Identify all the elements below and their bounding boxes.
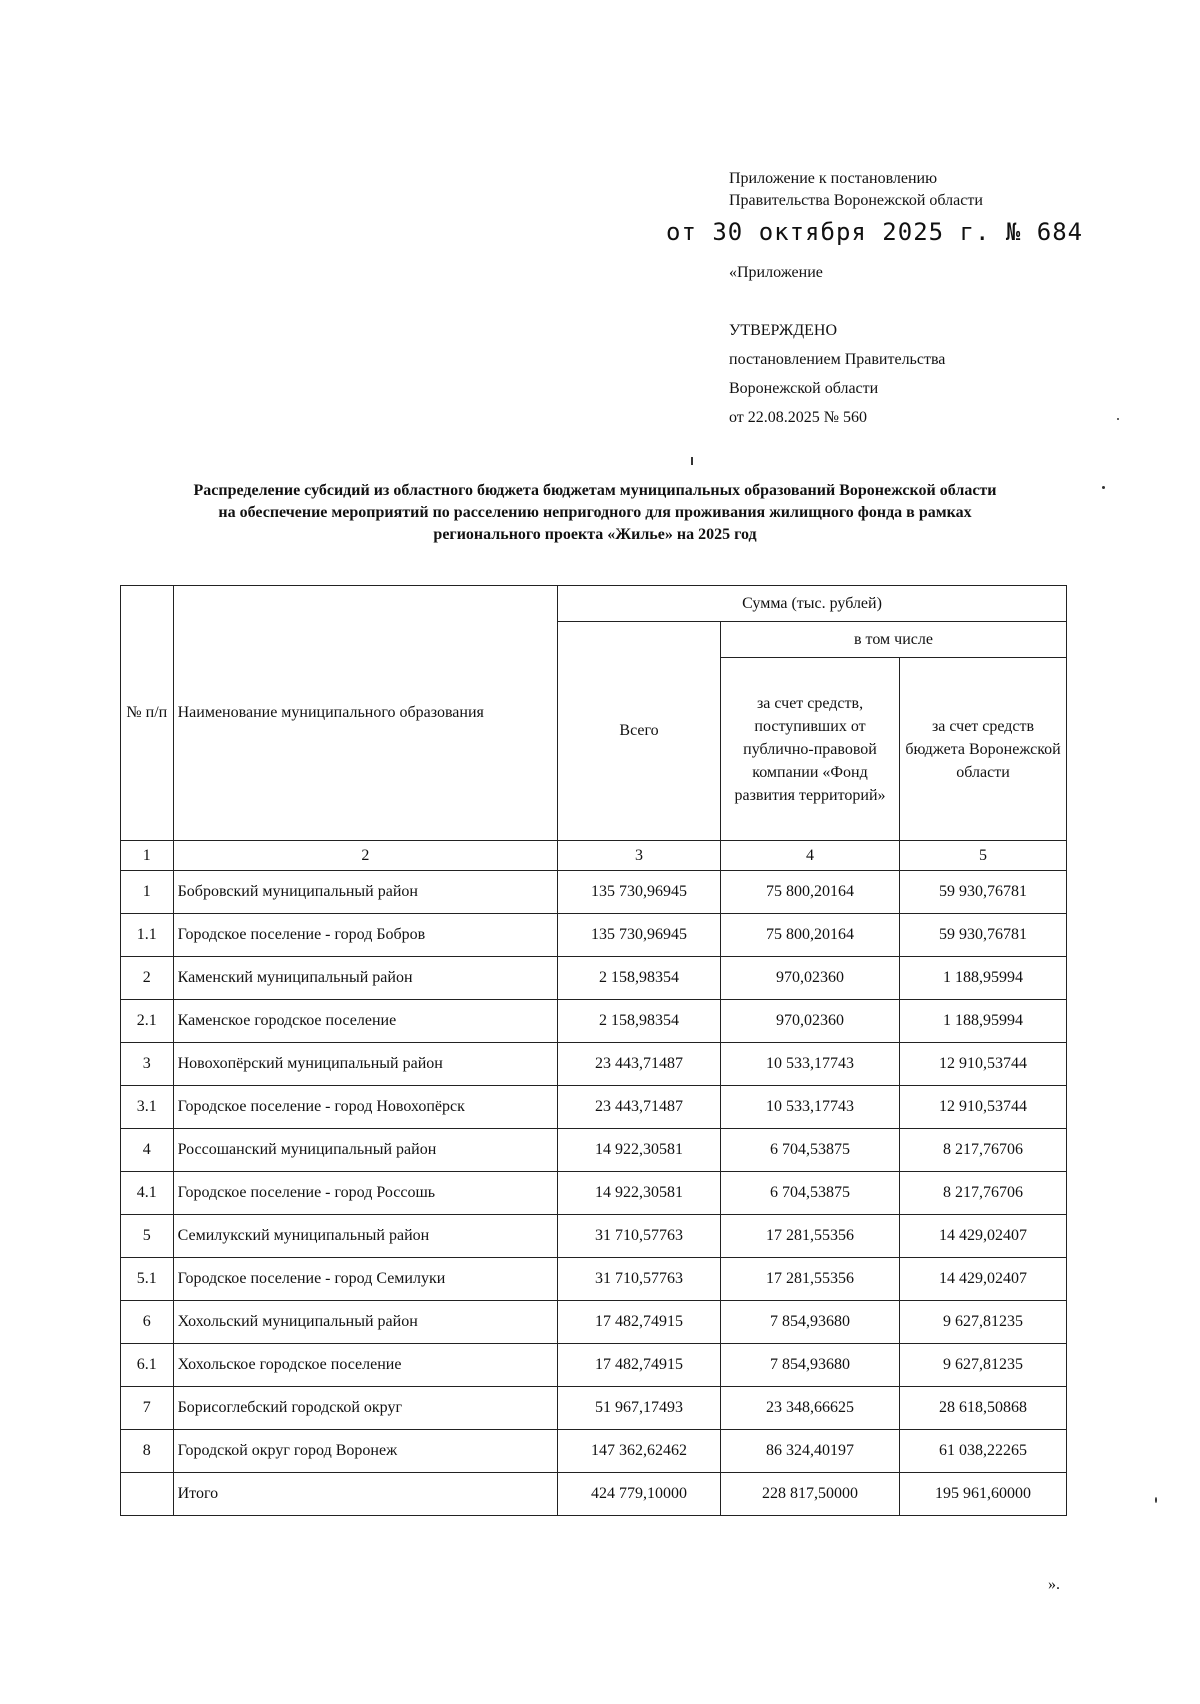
cell-name: Итого <box>173 1473 557 1516</box>
cell-region: 61 038,22265 <box>900 1430 1067 1473</box>
scan-speck <box>1102 486 1105 489</box>
table-row <box>121 914 1067 957</box>
subsidies-table <box>120 585 1067 1516</box>
cell-region: 28 618,50868 <box>900 1387 1067 1430</box>
table-row <box>121 1000 1067 1043</box>
cell-fund: 7 854,93680 <box>720 1301 899 1344</box>
cell-name: Хохольское городское поселение <box>173 1344 557 1387</box>
cell-name: Городское поселение - город Новохопёрск <box>173 1086 557 1129</box>
scan-speck <box>691 457 693 465</box>
cell-num: 2.1 <box>121 1000 174 1043</box>
cell-region: 14 429,02407 <box>900 1258 1067 1301</box>
column-numbers-row <box>121 841 1067 871</box>
cell-region: 8 217,76706 <box>900 1129 1067 1172</box>
cell-num: 5 <box>121 1215 174 1258</box>
cell-total: 14 922,30581 <box>558 1129 721 1172</box>
cell-total: 31 710,57763 <box>558 1258 721 1301</box>
cell-fund: 228 817,50000 <box>720 1473 899 1516</box>
table-row <box>121 1129 1067 1172</box>
cell-fund: 75 800,20164 <box>720 871 899 914</box>
appendix-header <box>729 168 1129 212</box>
column-number: 5 <box>900 841 1067 871</box>
cell-region: 1 188,95994 <box>900 1000 1067 1043</box>
cell-total: 147 362,62462 <box>558 1430 721 1473</box>
cell-fund: 10 533,17743 <box>720 1086 899 1129</box>
title-line-2: на обеспечение мероприятий по расселению непригодного для проживания жилищного фонда в рамках <box>218 504 972 521</box>
table-row <box>121 1172 1067 1215</box>
table-row <box>121 1086 1067 1129</box>
cell-region: 12 910,53744 <box>900 1043 1067 1086</box>
cell-region: 1 188,95994 <box>900 957 1067 1000</box>
cell-total: 23 443,71487 <box>558 1086 721 1129</box>
approval-block <box>729 316 945 432</box>
cell-region: 9 627,81235 <box>900 1301 1067 1344</box>
cell-total: 14 922,30581 <box>558 1172 721 1215</box>
cell-fund: 17 281,55356 <box>720 1258 899 1301</box>
header-sum: Сумма (тыс. рублей) <box>558 586 1067 622</box>
cell-fund: 970,02360 <box>720 1000 899 1043</box>
column-number: 3 <box>558 841 721 871</box>
cell-num <box>121 1473 174 1516</box>
cell-total: 23 443,71487 <box>558 1043 721 1086</box>
scan-speck <box>1117 418 1119 420</box>
cell-name: Каменский муниципальный район <box>173 957 557 1000</box>
cell-num: 1.1 <box>121 914 174 957</box>
cell-name: Городское поселение - город Семилуки <box>173 1258 557 1301</box>
title-line-3: регионального проекта «Жилье» на 2025 год <box>433 526 757 543</box>
header-fund: за счет средств, поступивших от публично-правовой компании «Фонд развития территорий» <box>720 658 899 841</box>
cell-fund: 7 854,93680 <box>720 1344 899 1387</box>
cell-region: 195 961,60000 <box>900 1473 1067 1516</box>
cell-fund: 86 324,40197 <box>720 1430 899 1473</box>
cell-total: 2 158,98354 <box>558 957 721 1000</box>
cell-fund: 17 281,55356 <box>720 1215 899 1258</box>
header-name: Наименование муниципального образования <box>173 586 557 841</box>
cell-fund: 75 800,20164 <box>720 914 899 957</box>
table-row <box>121 1043 1067 1086</box>
header-region: за счет средств бюджета Воронежской области <box>900 658 1067 841</box>
cell-num: 5.1 <box>121 1258 174 1301</box>
table-row <box>121 1430 1067 1473</box>
cell-num: 8 <box>121 1430 174 1473</box>
table-row <box>121 1473 1067 1516</box>
table-row <box>121 1301 1067 1344</box>
cell-name: Бобровский муниципальный район <box>173 871 557 914</box>
approved-line-1: постановлением Правительства <box>729 351 946 368</box>
cell-num: 3 <box>121 1043 174 1086</box>
approved-title: УТВЕРЖДЕНО <box>729 322 838 339</box>
cell-num: 1 <box>121 871 174 914</box>
cell-total: 2 158,98354 <box>558 1000 721 1043</box>
document-title <box>120 480 1070 546</box>
cell-num: 3.1 <box>121 1086 174 1129</box>
cell-name: Каменское городское поселение <box>173 1000 557 1043</box>
cell-num: 4.1 <box>121 1172 174 1215</box>
cell-num: 2 <box>121 957 174 1000</box>
approved-line-3: от 22.08.2025 № 560 <box>729 409 868 426</box>
cell-fund: 6 704,53875 <box>720 1129 899 1172</box>
cell-total: 17 482,74915 <box>558 1344 721 1387</box>
decree-reference: от 30 октября 2025 г. № 684 <box>666 218 1084 246</box>
cell-region: 59 930,76781 <box>900 871 1067 914</box>
cell-region: 9 627,81235 <box>900 1344 1067 1387</box>
cell-num: 7 <box>121 1387 174 1430</box>
table-row <box>121 871 1067 914</box>
cell-total: 424 779,10000 <box>558 1473 721 1516</box>
cell-name: Россошанский муниципальный район <box>173 1129 557 1172</box>
column-number: 2 <box>173 841 557 871</box>
cell-total: 17 482,74915 <box>558 1301 721 1344</box>
header-line-1: Приложение к постановлению <box>729 170 938 187</box>
cell-name: Семилукский муниципальный район <box>173 1215 557 1258</box>
cell-name: Новохопёрский муниципальный район <box>173 1043 557 1086</box>
scan-speck <box>1155 1497 1157 1503</box>
title-line-1: Распределение субсидий из областного бюджета бюджетам муниципальных образований Воронежской области <box>193 482 997 499</box>
cell-fund: 6 704,53875 <box>720 1172 899 1215</box>
header-total: Всего <box>558 622 721 841</box>
table-row <box>121 1215 1067 1258</box>
cell-region: 14 429,02407 <box>900 1215 1067 1258</box>
header-num: № п/п <box>121 586 174 841</box>
cell-name: Городской округ город Воронеж <box>173 1430 557 1473</box>
cell-region: 59 930,76781 <box>900 914 1067 957</box>
cell-name: Городское поселение - город Россошь <box>173 1172 557 1215</box>
column-number: 1 <box>121 841 174 871</box>
cell-region: 8 217,76706 <box>900 1172 1067 1215</box>
cell-fund: 23 348,66625 <box>720 1387 899 1430</box>
header-including: в том числе <box>720 622 1066 658</box>
cell-name: Борисоглебский городской округ <box>173 1387 557 1430</box>
column-number: 4 <box>720 841 899 871</box>
cell-name: Городское поселение - город Бобров <box>173 914 557 957</box>
table-row <box>121 1258 1067 1301</box>
cell-num: 6.1 <box>121 1344 174 1387</box>
cell-fund: 10 533,17743 <box>720 1043 899 1086</box>
cell-name: Хохольский муниципальный район <box>173 1301 557 1344</box>
table-row <box>121 957 1067 1000</box>
cell-total: 51 967,17493 <box>558 1387 721 1430</box>
cell-total: 31 710,57763 <box>558 1215 721 1258</box>
cell-region: 12 910,53744 <box>900 1086 1067 1129</box>
appendix-label: «Приложение <box>729 264 823 281</box>
cell-num: 6 <box>121 1301 174 1344</box>
table-row <box>121 1387 1067 1430</box>
cell-total: 135 730,96945 <box>558 914 721 957</box>
approved-line-2: Воронежской области <box>729 380 879 397</box>
cell-num: 4 <box>121 1129 174 1172</box>
closing-quote: ». <box>1048 1576 1060 1593</box>
header-line-2: Правительства Воронежской области <box>729 192 983 209</box>
cell-fund: 970,02360 <box>720 957 899 1000</box>
cell-total: 135 730,96945 <box>558 871 721 914</box>
table-row <box>121 1344 1067 1387</box>
